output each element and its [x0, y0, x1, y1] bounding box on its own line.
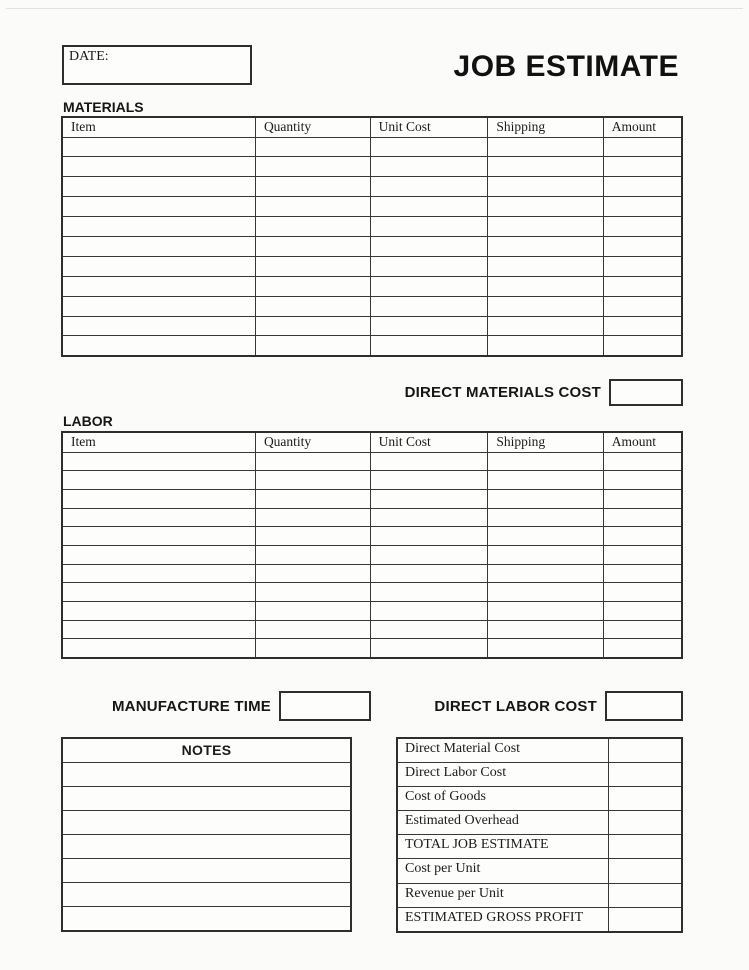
labor-table	[61, 431, 683, 659]
empty-cell	[255, 316, 370, 336]
empty-cell	[603, 157, 682, 177]
summary-label-direct-labor-cost: Direct Labor Cost	[397, 762, 608, 786]
empty-cell	[62, 157, 255, 177]
empty-row	[62, 527, 682, 546]
empty-cell	[603, 545, 682, 564]
direct-labor-cost-box	[605, 691, 683, 721]
empty-row	[62, 256, 682, 276]
empty-cell	[370, 276, 488, 296]
empty-cell	[488, 639, 603, 658]
empty-cell	[62, 810, 351, 834]
empty-cell	[488, 316, 603, 336]
summary-value-cell	[608, 859, 682, 883]
manufacture-time-label: MANUFACTURE TIME	[111, 697, 271, 715]
empty-cell	[370, 639, 488, 658]
empty-cell	[488, 583, 603, 602]
empty-cell	[62, 786, 351, 810]
empty-cell	[370, 602, 488, 621]
summary-label-cost-per-unit: Cost per Unit	[397, 859, 608, 883]
scan-page-edge	[6, 8, 743, 9]
labor-header-unit-cost: Unit Cost	[370, 432, 488, 452]
empty-cell	[255, 197, 370, 217]
empty-cell	[488, 452, 603, 471]
empty-cell	[62, 858, 351, 882]
summary-value-cell	[608, 762, 682, 786]
empty-cell	[603, 256, 682, 276]
empty-row	[62, 236, 682, 256]
empty-cell	[370, 583, 488, 602]
summary-table	[396, 737, 683, 933]
empty-cell	[255, 620, 370, 639]
direct-labor-cost-label: DIRECT LABOR COST	[434, 697, 597, 715]
empty-cell	[255, 137, 370, 157]
empty-cell	[255, 545, 370, 564]
direct-materials-cost-label: DIRECT MATERIALS COST	[404, 384, 601, 401]
labor-header-item: Item	[62, 432, 255, 452]
empty-cell	[62, 296, 255, 316]
summary-row	[397, 883, 682, 907]
empty-cell	[255, 157, 370, 177]
empty-row	[62, 583, 682, 602]
materials-header-quantity: Quantity	[255, 117, 370, 137]
empty-cell	[255, 602, 370, 621]
empty-row	[62, 545, 682, 564]
empty-cell	[370, 620, 488, 639]
summary-label-total-job-estimate: TOTAL JOB ESTIMATE	[397, 835, 608, 859]
empty-cell	[255, 177, 370, 197]
empty-cell	[62, 489, 255, 508]
empty-cell	[603, 276, 682, 296]
empty-cell	[603, 639, 682, 658]
empty-cell	[488, 508, 603, 527]
summary-row	[397, 738, 682, 762]
empty-cell	[62, 256, 255, 276]
empty-cell	[488, 276, 603, 296]
empty-cell	[62, 276, 255, 296]
empty-cell	[603, 296, 682, 316]
page-title: JOB ESTIMATE	[453, 50, 679, 83]
summary-value-cell	[608, 786, 682, 810]
empty-cell	[488, 157, 603, 177]
empty-cell	[62, 882, 351, 906]
summary-value-cell	[608, 835, 682, 859]
empty-cell	[255, 508, 370, 527]
empty-cell	[488, 336, 603, 356]
empty-cell	[255, 489, 370, 508]
empty-row	[62, 620, 682, 639]
notes-table	[61, 737, 352, 932]
empty-cell	[603, 583, 682, 602]
empty-cell	[603, 452, 682, 471]
empty-cell	[488, 137, 603, 157]
materials-header-row	[62, 117, 682, 137]
empty-cell	[370, 217, 488, 237]
empty-cell	[488, 545, 603, 564]
empty-row	[62, 217, 682, 237]
empty-cell	[62, 217, 255, 237]
empty-cell	[603, 236, 682, 256]
empty-cell	[62, 620, 255, 639]
empty-cell	[488, 564, 603, 583]
materials-header-unit-cost: Unit Cost	[370, 117, 488, 137]
summary-row	[397, 811, 682, 835]
empty-row	[62, 639, 682, 658]
empty-cell	[62, 452, 255, 471]
labor-section-label: LABOR	[63, 413, 113, 429]
materials-section-label: MATERIALS	[63, 99, 144, 115]
date-label: DATE:	[69, 49, 109, 64]
materials-table	[61, 116, 683, 357]
empty-cell	[62, 762, 351, 786]
notes-header-label: NOTES	[62, 738, 351, 762]
summary-label-direct-material-cost: Direct Material Cost	[397, 738, 608, 762]
empty-cell	[62, 316, 255, 336]
empty-cell	[62, 527, 255, 546]
summary-label-revenue-per-unit: Revenue per Unit	[397, 883, 608, 907]
empty-row	[62, 907, 351, 931]
empty-cell	[603, 177, 682, 197]
empty-cell	[370, 236, 488, 256]
empty-cell	[370, 564, 488, 583]
labor-header-shipping: Shipping	[488, 432, 603, 452]
summary-value-cell	[608, 811, 682, 835]
empty-row	[62, 489, 682, 508]
summary-row	[397, 762, 682, 786]
labor-header-amount: Amount	[603, 432, 682, 452]
empty-cell	[255, 236, 370, 256]
empty-cell	[603, 316, 682, 336]
summary-value-cell	[608, 907, 682, 931]
empty-cell	[603, 489, 682, 508]
empty-cell	[603, 336, 682, 356]
empty-row	[62, 602, 682, 621]
empty-row	[62, 452, 682, 471]
empty-cell	[488, 602, 603, 621]
empty-row	[62, 336, 682, 356]
empty-cell	[488, 527, 603, 546]
empty-cell	[488, 177, 603, 197]
empty-cell	[488, 217, 603, 237]
empty-cell	[603, 471, 682, 490]
labor-header-row	[62, 432, 682, 452]
direct-materials-cost-box	[609, 379, 683, 406]
materials-header-shipping: Shipping	[488, 117, 603, 137]
empty-row	[62, 177, 682, 197]
empty-cell	[62, 907, 351, 931]
empty-cell	[488, 256, 603, 276]
empty-row	[62, 276, 682, 296]
empty-cell	[370, 137, 488, 157]
empty-row	[62, 296, 682, 316]
empty-cell	[62, 137, 255, 157]
empty-cell	[370, 471, 488, 490]
direct-materials-cost-group	[405, 379, 683, 406]
materials-header-item: Item	[62, 117, 255, 137]
empty-row	[62, 810, 351, 834]
empty-cell	[603, 564, 682, 583]
empty-cell	[255, 452, 370, 471]
empty-cell	[370, 316, 488, 336]
empty-cell	[603, 527, 682, 546]
empty-cell	[255, 527, 370, 546]
empty-cell	[255, 296, 370, 316]
empty-cell	[62, 564, 255, 583]
empty-row	[62, 137, 682, 157]
empty-cell	[62, 236, 255, 256]
empty-cell	[62, 602, 255, 621]
summary-value-cell	[608, 883, 682, 907]
summary-label-estimated-overhead: Estimated Overhead	[397, 811, 608, 835]
summary-value-cell	[608, 738, 682, 762]
summary-row	[397, 835, 682, 859]
summary-row	[397, 786, 682, 810]
empty-cell	[255, 564, 370, 583]
empty-cell	[488, 296, 603, 316]
empty-cell	[62, 639, 255, 658]
manufacture-time-box	[279, 691, 371, 721]
empty-cell	[62, 583, 255, 602]
empty-cell	[603, 217, 682, 237]
empty-cell	[603, 508, 682, 527]
empty-row	[62, 858, 351, 882]
empty-row	[62, 564, 682, 583]
date-field-box	[62, 45, 252, 85]
empty-cell	[370, 545, 488, 564]
empty-cell	[255, 256, 370, 276]
summary-label-estimated-gross-profit: ESTIMATED GROSS PROFIT	[397, 907, 608, 931]
empty-cell	[603, 197, 682, 217]
manufacture-time-group	[112, 691, 371, 721]
empty-cell	[255, 276, 370, 296]
empty-row	[62, 508, 682, 527]
empty-cell	[603, 602, 682, 621]
empty-cell	[370, 296, 488, 316]
summary-label-cost-of-goods: Cost of Goods	[397, 786, 608, 810]
empty-cell	[488, 197, 603, 217]
materials-header-amount: Amount	[603, 117, 682, 137]
empty-cell	[370, 508, 488, 527]
empty-cell	[62, 336, 255, 356]
direct-labor-cost-group	[434, 691, 683, 721]
empty-cell	[255, 217, 370, 237]
empty-cell	[62, 471, 255, 490]
empty-cell	[488, 489, 603, 508]
empty-cell	[62, 545, 255, 564]
empty-row	[62, 471, 682, 490]
empty-cell	[255, 471, 370, 490]
notes-header-row	[62, 738, 351, 762]
empty-row	[62, 834, 351, 858]
empty-cell	[488, 471, 603, 490]
empty-cell	[370, 336, 488, 356]
empty-row	[62, 786, 351, 810]
empty-cell	[603, 137, 682, 157]
empty-row	[62, 882, 351, 906]
empty-cell	[603, 620, 682, 639]
empty-cell	[488, 620, 603, 639]
empty-cell	[62, 508, 255, 527]
summary-row	[397, 859, 682, 883]
empty-cell	[370, 527, 488, 546]
empty-cell	[62, 177, 255, 197]
empty-cell	[255, 583, 370, 602]
empty-cell	[370, 197, 488, 217]
empty-row	[62, 762, 351, 786]
empty-cell	[62, 834, 351, 858]
empty-cell	[488, 236, 603, 256]
empty-cell	[255, 336, 370, 356]
empty-row	[62, 157, 682, 177]
empty-cell	[370, 452, 488, 471]
empty-cell	[255, 639, 370, 658]
empty-cell	[62, 197, 255, 217]
summary-row	[397, 907, 682, 931]
empty-row	[62, 197, 682, 217]
empty-cell	[370, 157, 488, 177]
empty-cell	[370, 177, 488, 197]
empty-cell	[370, 489, 488, 508]
empty-cell	[370, 256, 488, 276]
empty-row	[62, 316, 682, 336]
labor-header-quantity: Quantity	[255, 432, 370, 452]
